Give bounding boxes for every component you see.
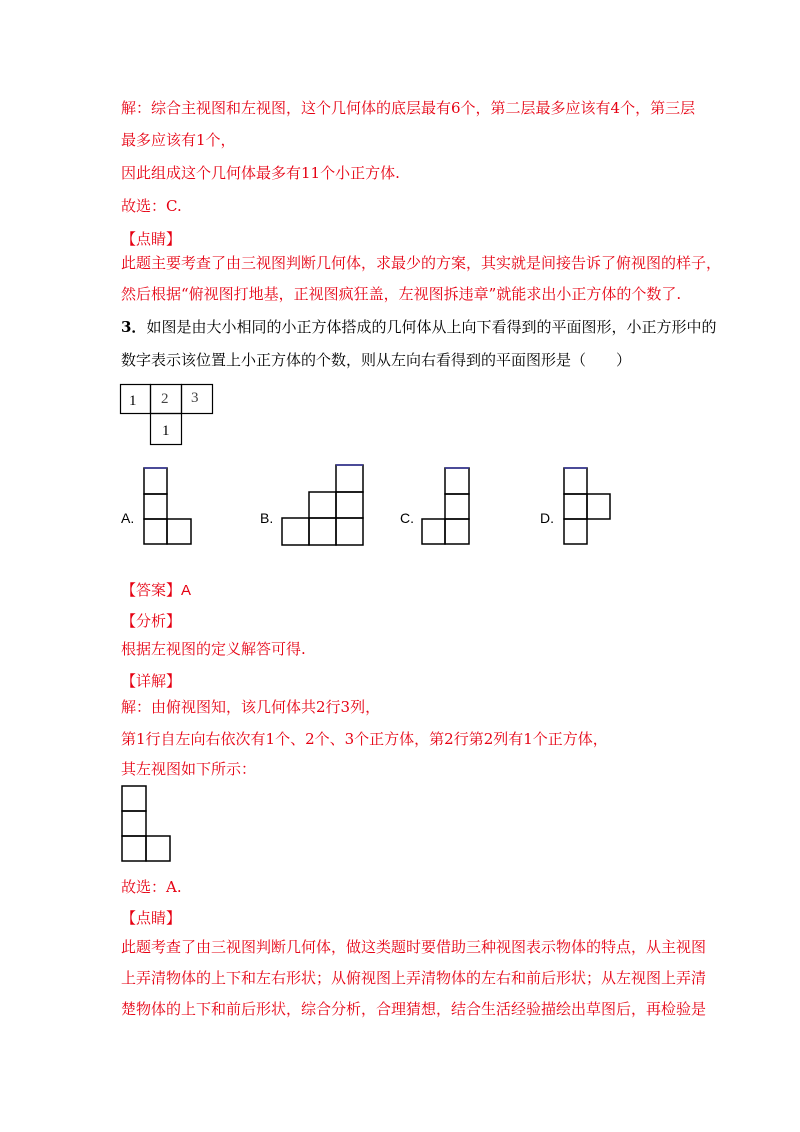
left-view-figure [121,785,173,865]
detail-line-2: 第1行自左向右依次有1个、2个、3个正方体，第2行第2列有1个正方体， [121,730,608,748]
top-view-num-4: 1 [162,423,170,439]
analysis-text: 根据左视图的定义解答可得. [121,640,306,658]
option-d-figure [563,467,613,547]
comment-line-2: 上弄清物体的上下和左右形状；从俯视图上弄清物体的左右和前后形状；从左视图上弄清 [121,969,707,987]
detail-heading: 【详解】 [121,672,182,690]
analysis-heading: 【分析】 [121,612,182,630]
question-line-2: 数字表示该位置上小正方体的个数，则从左向右看得到的平面图形是（ ） [121,351,632,369]
top-view-num-2: 2 [161,391,169,407]
prev-solution-choice: 故选：C. [121,197,182,215]
option-b-figure [281,464,365,548]
question-text-1: 如图是由大小相同的小正方体搭成的几何体从上向下看得到的平面图形，小正方形中的 [146,318,717,336]
detail-line-1: 解：由俯视图知，该几何体共2行3列， [121,698,381,716]
prev-comment-heading: 【点睛】 [121,230,182,248]
option-a-label: A. [121,510,135,526]
question-line-1 [121,317,716,337]
answer-heading: 【答案】 [121,581,182,599]
prev-solution-line-1: 解：综合主视图和左视图，这个几何体的底层最有6个，第二层最多应该有4个，第三层 [121,99,696,117]
prev-comment-line-1: 此题主要考查了由三视图判断几何体，求最少的方案，其实就是间接告诉了俯视图的样子， [121,254,722,272]
comment-line-1: 此题考查了由三视图判断几何体，做这类题时要借助三种视图表示物体的特点，从主视图 [121,938,707,956]
option-a-figure [143,467,193,547]
comment-heading: 【点睛】 [121,909,182,927]
prev-solution-line-2: 最多应该有1个， [121,131,236,149]
option-c-figure [421,467,471,547]
detail-choice: 故选：A. [121,878,182,896]
option-c-label: C. [400,510,414,526]
comment-line-3: 楚物体的上下和前后形状，综合分析，合理猜想，结合生活经验描绘出草图后，再检验是 [121,1000,707,1018]
detail-line-3: 其左视图如下所示： [121,760,257,778]
answer-line [121,580,191,601]
option-d-label: D. [540,510,554,526]
prev-solution-line-3: 因此组成这个几何体最多有11个小正方体. [121,164,400,182]
answer-value: A [181,582,192,599]
top-view-num-1: 1 [129,393,137,409]
question-number: 3． [121,318,147,336]
top-view-num-3: 3 [191,390,199,406]
top-view-figure [120,384,216,446]
option-b-label: B. [260,510,274,526]
prev-comment-line-2: 然后根据“俯视图打地基，正视图疯狂盖，左视图拆违章”就能求出小正方体的个数了. [121,285,682,303]
